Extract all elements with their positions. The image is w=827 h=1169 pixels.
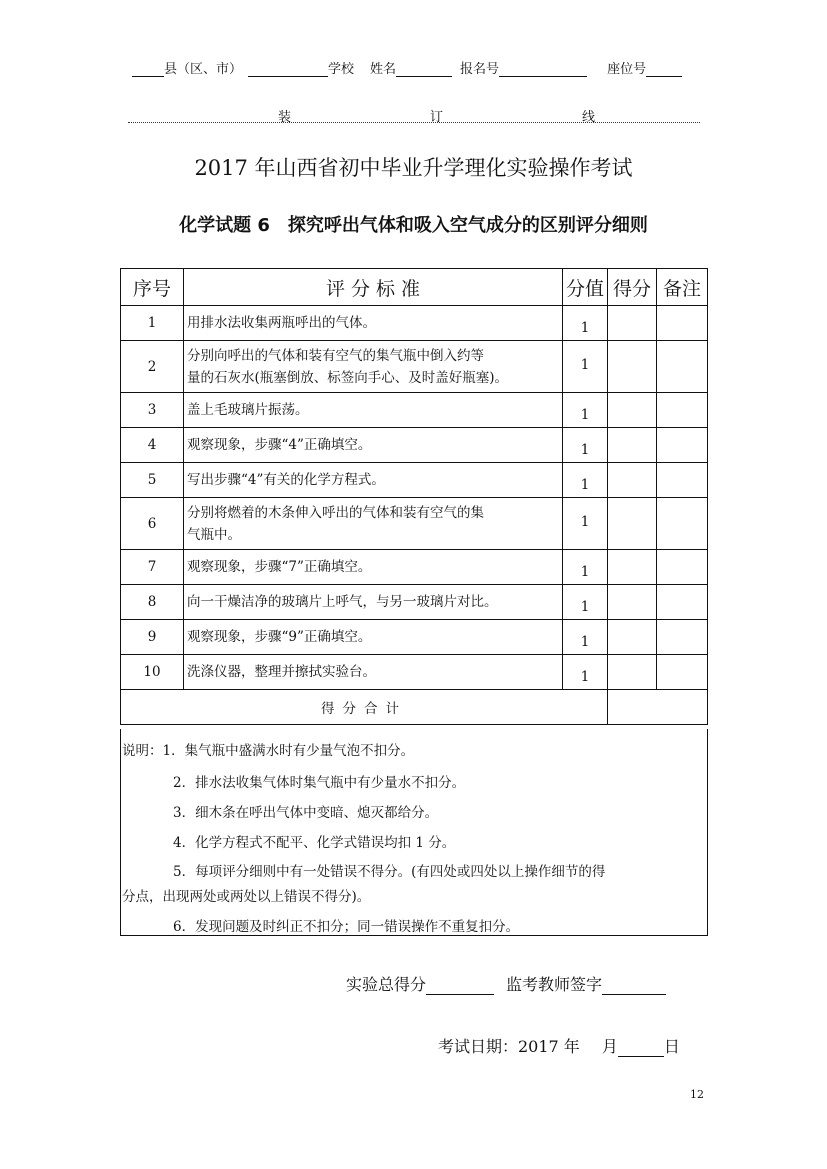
row-points: 1 (563, 463, 608, 498)
row-remarks-cell[interactable] (657, 463, 708, 498)
county-blank[interactable] (132, 62, 164, 77)
table-row (121, 498, 708, 550)
row-points: 1 (563, 341, 608, 393)
exam-title: 2017 年山西省初中毕业升学理化实验操作考试 (194, 156, 633, 180)
row-remarks-cell[interactable] (657, 550, 708, 585)
row-remarks-cell[interactable] (657, 655, 708, 690)
row-no: 10 (121, 655, 184, 690)
teacher-signature-label: 监考教师签字 (506, 975, 603, 994)
table-row (121, 620, 708, 655)
exam-subtitle: 化学试题 6 探究呼出气体和吸入空气成分的区别评分细则 (179, 215, 648, 236)
month-label: 月 (601, 1037, 618, 1056)
table-row (121, 341, 708, 393)
school-blank[interactable] (248, 62, 328, 77)
date-label: 考试日期：2017 年 (438, 1037, 580, 1056)
col-header-no: 序号 (121, 269, 184, 306)
exam-date-line (438, 1034, 680, 1057)
row-score-cell[interactable] (608, 585, 657, 620)
note-5: 5．每项评分细则中有一处错误不得分。(有四处或四处以上操作细节的得 (173, 864, 606, 880)
total-score-blank[interactable] (426, 977, 494, 995)
row-no: 1 (121, 306, 184, 341)
day-label: 日 (663, 1037, 680, 1056)
row-standard: 写出步骤“4”有关的化学方程式。 (184, 463, 563, 498)
col-header-points: 分值 (563, 269, 608, 306)
name-label: 姓名 (370, 62, 397, 77)
row-score-cell[interactable] (608, 463, 657, 498)
total-score-label: 实验总得分 (346, 975, 427, 994)
candidate-info-line (132, 58, 682, 77)
row-standard: 洗涤仪器，整理并擦拭实验台。 (184, 655, 563, 690)
row-no: 3 (121, 393, 184, 428)
row-standard-line: 气瓶中。 (187, 526, 241, 543)
row-remarks-cell[interactable] (657, 306, 708, 341)
row-no: 2 (121, 341, 184, 393)
note-4: 4．化学方程式不配平、化学式错误均扣 1 分。 (173, 835, 456, 851)
row-no: 5 (121, 463, 184, 498)
county-label: 县（区、市） (164, 62, 243, 77)
row-remarks-cell[interactable] (657, 620, 708, 655)
table-header-row (121, 269, 708, 306)
notes-box (120, 729, 708, 936)
row-standard: 向一干燥洁净的玻璃片上呼气，与另一玻璃片对比。 (184, 585, 563, 620)
binding-char-1: 装 (278, 110, 292, 125)
table-row (121, 463, 708, 498)
row-score-cell[interactable] (608, 498, 657, 550)
school-label: 学校 (328, 62, 355, 77)
total-row (121, 690, 708, 725)
row-score-cell[interactable] (608, 550, 657, 585)
col-header-remarks: 备注 (657, 269, 708, 306)
note-2: 2．排水法收集气体时集气瓶中有少量水不扣分。 (173, 775, 466, 791)
row-no: 9 (121, 620, 184, 655)
seat-no-label: 座位号 (607, 62, 647, 77)
row-points: 1 (563, 306, 608, 341)
row-score-cell[interactable] (608, 655, 657, 690)
name-blank[interactable] (396, 62, 452, 77)
signature-line (346, 972, 666, 995)
binding-char-2: 订 (430, 110, 444, 125)
reg-no-blank[interactable] (499, 62, 587, 77)
note-1: 说明：1．集气瓶中盛满水时有少量气泡不扣分。 (122, 743, 415, 759)
table-row (121, 550, 708, 585)
row-standard-line: 分别将燃着的木条伸入呼出的气体和装有空气的集 (187, 504, 484, 521)
row-standard (184, 498, 563, 550)
row-standard-line: 分别向呼出的气体和装有空气的集气瓶中倒入约等 (187, 347, 484, 364)
row-remarks-cell[interactable] (657, 428, 708, 463)
row-points: 1 (563, 393, 608, 428)
total-label: 得分合计 (121, 690, 608, 725)
teacher-signature-blank[interactable] (602, 977, 666, 995)
row-score-cell[interactable] (608, 620, 657, 655)
row-score-cell[interactable] (608, 306, 657, 341)
row-standard-line: 量的石灰水(瓶塞倒放、标签向手心、及时盖好瓶塞)。 (187, 369, 509, 386)
row-standard: 观察现象，步骤“7”正确填空。 (184, 550, 563, 585)
row-points: 1 (563, 498, 608, 550)
day-blank[interactable] (618, 1042, 664, 1057)
table-row (121, 655, 708, 690)
row-no: 7 (121, 550, 184, 585)
row-no: 4 (121, 428, 184, 463)
table-row (121, 306, 708, 341)
row-score-cell[interactable] (608, 393, 657, 428)
row-points: 1 (563, 585, 608, 620)
row-standard: 盖上毛玻璃片振荡。 (184, 393, 563, 428)
row-standard: 用排水法收集两瓶呼出的气体。 (184, 306, 563, 341)
row-points: 1 (563, 655, 608, 690)
table-row (121, 393, 708, 428)
note-3: 3．细木条在呼出气体中变暗、熄灭都给分。 (173, 805, 439, 821)
row-points: 1 (563, 620, 608, 655)
row-no: 6 (121, 498, 184, 550)
row-score-cell[interactable] (608, 428, 657, 463)
row-score-cell[interactable] (608, 341, 657, 393)
row-remarks-cell[interactable] (657, 585, 708, 620)
table-row (121, 585, 708, 620)
row-remarks-cell[interactable] (657, 341, 708, 393)
row-standard: 观察现象，步骤“9”正确填空。 (184, 620, 563, 655)
note-6: 6．发现问题及时纠正不扣分；同一错误操作不重复扣分。 (173, 919, 520, 935)
total-score-cell[interactable] (608, 690, 708, 725)
reg-no-label: 报名号 (460, 62, 500, 77)
seat-no-blank[interactable] (646, 62, 682, 77)
row-standard (184, 341, 563, 393)
col-header-score: 得分 (608, 269, 657, 306)
page-number: 12 (690, 1088, 704, 1101)
row-remarks-cell[interactable] (657, 393, 708, 428)
note-5-continued: 分点，出现两处或两处以上错误不得分)。 (122, 889, 371, 905)
scoring-table (120, 268, 708, 725)
binding-char-3: 线 (582, 110, 596, 125)
table-row (121, 428, 708, 463)
binding-line (128, 106, 700, 123)
row-remarks-cell[interactable] (657, 498, 708, 550)
row-no: 8 (121, 585, 184, 620)
row-standard: 观察现象，步骤“4”正确填空。 (184, 428, 563, 463)
row-points: 1 (563, 428, 608, 463)
row-points: 1 (563, 550, 608, 585)
col-header-standard: 评 分 标 准 (184, 269, 563, 306)
